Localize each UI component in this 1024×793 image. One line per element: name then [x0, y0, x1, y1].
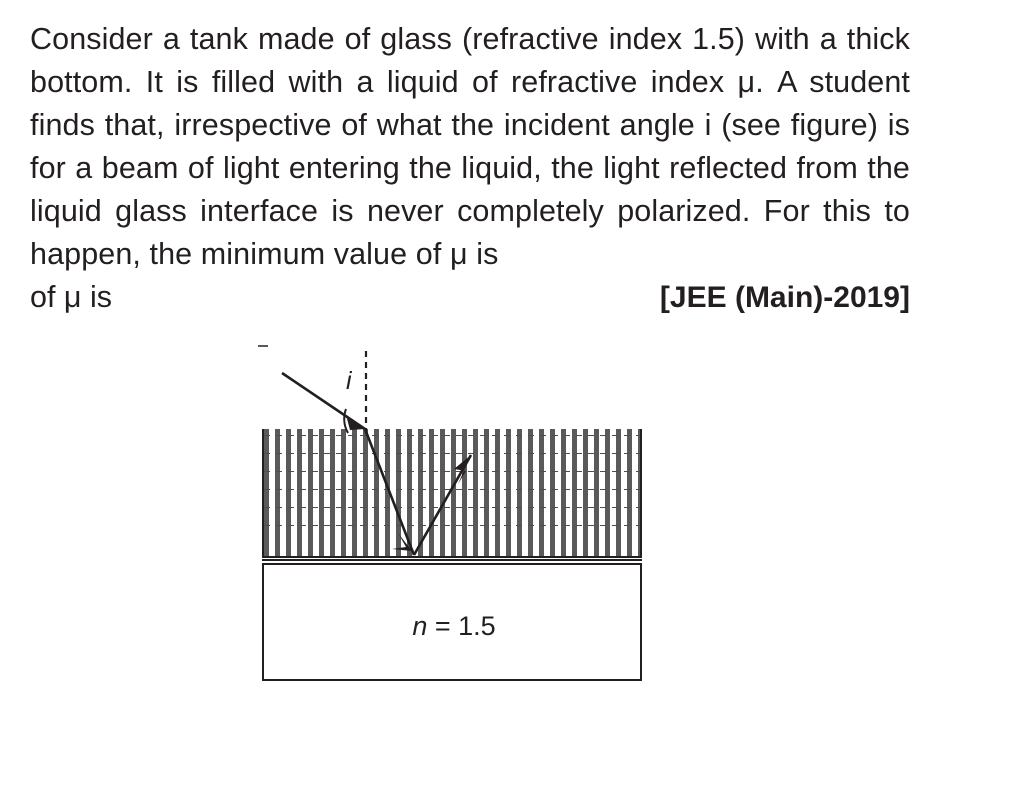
- question-last-line-text: of μ is: [30, 280, 112, 314]
- question-body: Consider a tank made of glass (refractive index 1.5) with a thick bottom. It is filled with a liquid of refractive index μ. A student finds that, irrespective of what the incident angle i (see figure) is for a beam of light entering the liquid, the light reflected from the liquid glass interface is never completely polarized. For this to happen, the minimum value of μ is: [30, 22, 910, 271]
- refracted-ray: [365, 429, 414, 555]
- incident-ray-arrowhead: [336, 415, 365, 431]
- ray-paths: [226, 337, 626, 682]
- exam-source-tag: [JEE (Main)-2019]: [659, 281, 910, 314]
- question-paragraph: [30, 18, 910, 276]
- incident-angle-label: i: [346, 367, 352, 395]
- optics-diagram: [226, 337, 626, 682]
- figure-container: [30, 337, 910, 687]
- glass-index-value: = 1.5: [434, 611, 496, 641]
- incidence-angle-arc: [344, 409, 348, 433]
- glass-index-symbol: n: [412, 611, 428, 641]
- question-last-line: [30, 276, 910, 319]
